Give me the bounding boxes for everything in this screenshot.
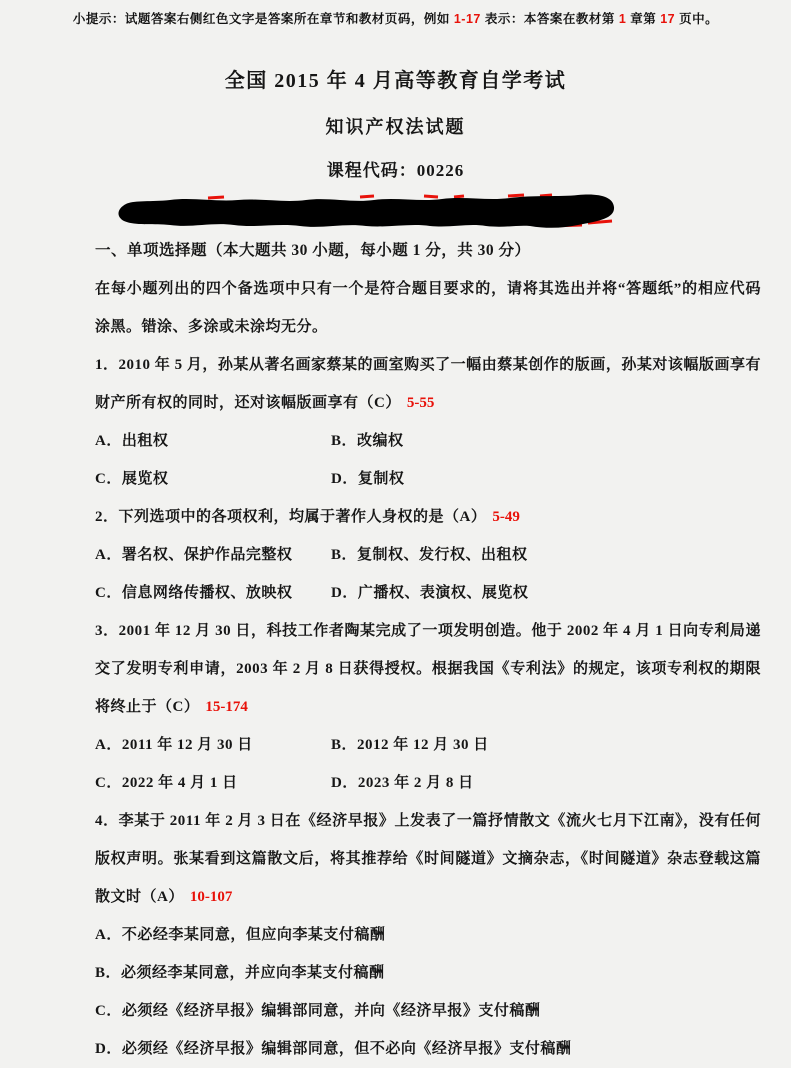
question-1 [95,346,761,498]
exam-body [95,232,761,1068]
redaction-scribble [112,192,617,232]
tip-example-ref: 1-17 [453,12,481,26]
question-1-option-c: C．展览权 [95,471,169,487]
question-2-option-b: B．复制权、发行权、出租权 [331,547,528,563]
question-4-answer-ref: 10-107 [189,889,233,905]
tip-text: 表示：本答案在教材第 [480,12,619,26]
question-3-options [95,726,761,802]
question-3-stem-text: 3．2001 年 12 月 30 日，科技工作者陶某完成了一项发明创造。他于 2002 年 4 月 1 日向专利局递交了发明专利申请，2003 年 2 月 8 日获得授权。根据我国《专利法》的规定，该项专利权的期限将终止于（C） [95,623,761,715]
tip-page-number: 17 [660,12,676,26]
question-2-options [95,536,761,612]
section-heading: 一、单项选择题（本大题共 30 小题，每小题 1 分，共 30 分） [95,242,531,259]
tip-text: 章第 [626,12,661,26]
redaction-row [112,192,617,232]
answer-location-tip [0,0,791,27]
question-3-answer-ref: 15-174 [205,699,248,715]
question-3-option-b: B．2012 年 12 月 30 日 [331,737,489,753]
question-2 [95,498,761,612]
question-2-option-d: D．广播权、表演权、展览权 [331,585,529,601]
redaction-blob [118,195,614,228]
question-4-option-a: A．不必经李某同意，但应向李某支付稿酬 [95,927,386,943]
question-3-option-d: D．2023 年 2 月 8 日 [331,775,474,791]
question-3-option-a: A．2011 年 12 月 30 日 [95,737,253,753]
question-2-answer-ref: 5-49 [492,509,520,525]
question-1-option-a: A．出租权 [95,433,169,449]
question-1-option-b: B．改编权 [331,433,404,449]
exam-title: 全国 2015 年 4 月高等教育自学考试 [224,70,567,92]
question-1-options [95,422,761,498]
question-2-stem [95,498,761,536]
course-code: 课程代码：00226 [326,161,465,180]
question-1-stem [95,346,761,422]
question-4-option-b: B．必须经李某同意，并应向李某支付稿酬 [95,965,385,981]
question-3 [95,612,761,802]
question-2-stem-text: 2．下列选项中的各项权利，均属于著作人身权的是（A） [95,509,487,525]
question-4-option-c: C．必须经《经济早报》编辑部同意，并向《经济早报》支付稿酬 [95,1003,541,1019]
question-4 [95,802,761,1068]
question-1-option-d: D．复制权 [331,471,405,487]
tip-chapter-number: 1 [618,12,627,26]
question-4-stem-text: 4．李某于 2011 年 2 月 3 日在《经济早报》上发表了一篇抒情散文《流火七月下江南》，没有任何版权声明。张某看到这篇散文后，将其推荐给《时间隧道》文摘杂志，《时间隧道》杂志登载这篇散文时（A） [95,813,761,905]
question-1-stem-text: 1．2010 年 5 月，孙某从著名画家蔡某的画室购买了一幅由蔡某创作的版画，孙某对该幅版画享有财产所有权的同时，还对该幅版画享有（C） [95,357,761,411]
section-instructions: 在每小题列出的四个备选项中只有一个是符合题目要求的，请将其选出并将“答题纸”的相应代码涂黑。错涂、多涂或未涂均无分。 [95,281,761,335]
question-3-option-c: C．2022 年 4 月 1 日 [95,775,238,791]
question-4-stem [95,802,761,916]
question-2-option-a: A．署名权、保护作品完整权 [95,547,293,563]
tip-text: 页中。 [675,12,719,26]
question-3-stem [95,612,761,726]
question-4-option-d: D．必须经《经济早报》编辑部同意，但不必向《经济早报》支付稿酬 [95,1041,572,1057]
question-1-answer-ref: 5-55 [406,395,435,411]
exam-subject-title: 知识产权法试题 [325,117,466,137]
tip-text: 小提示：试题答案右侧红色文字是答案所在章节和教材页码，例如 [72,12,454,26]
question-4-options [95,916,761,1068]
question-2-option-c: C．信息网络传播权、放映权 [95,585,293,601]
